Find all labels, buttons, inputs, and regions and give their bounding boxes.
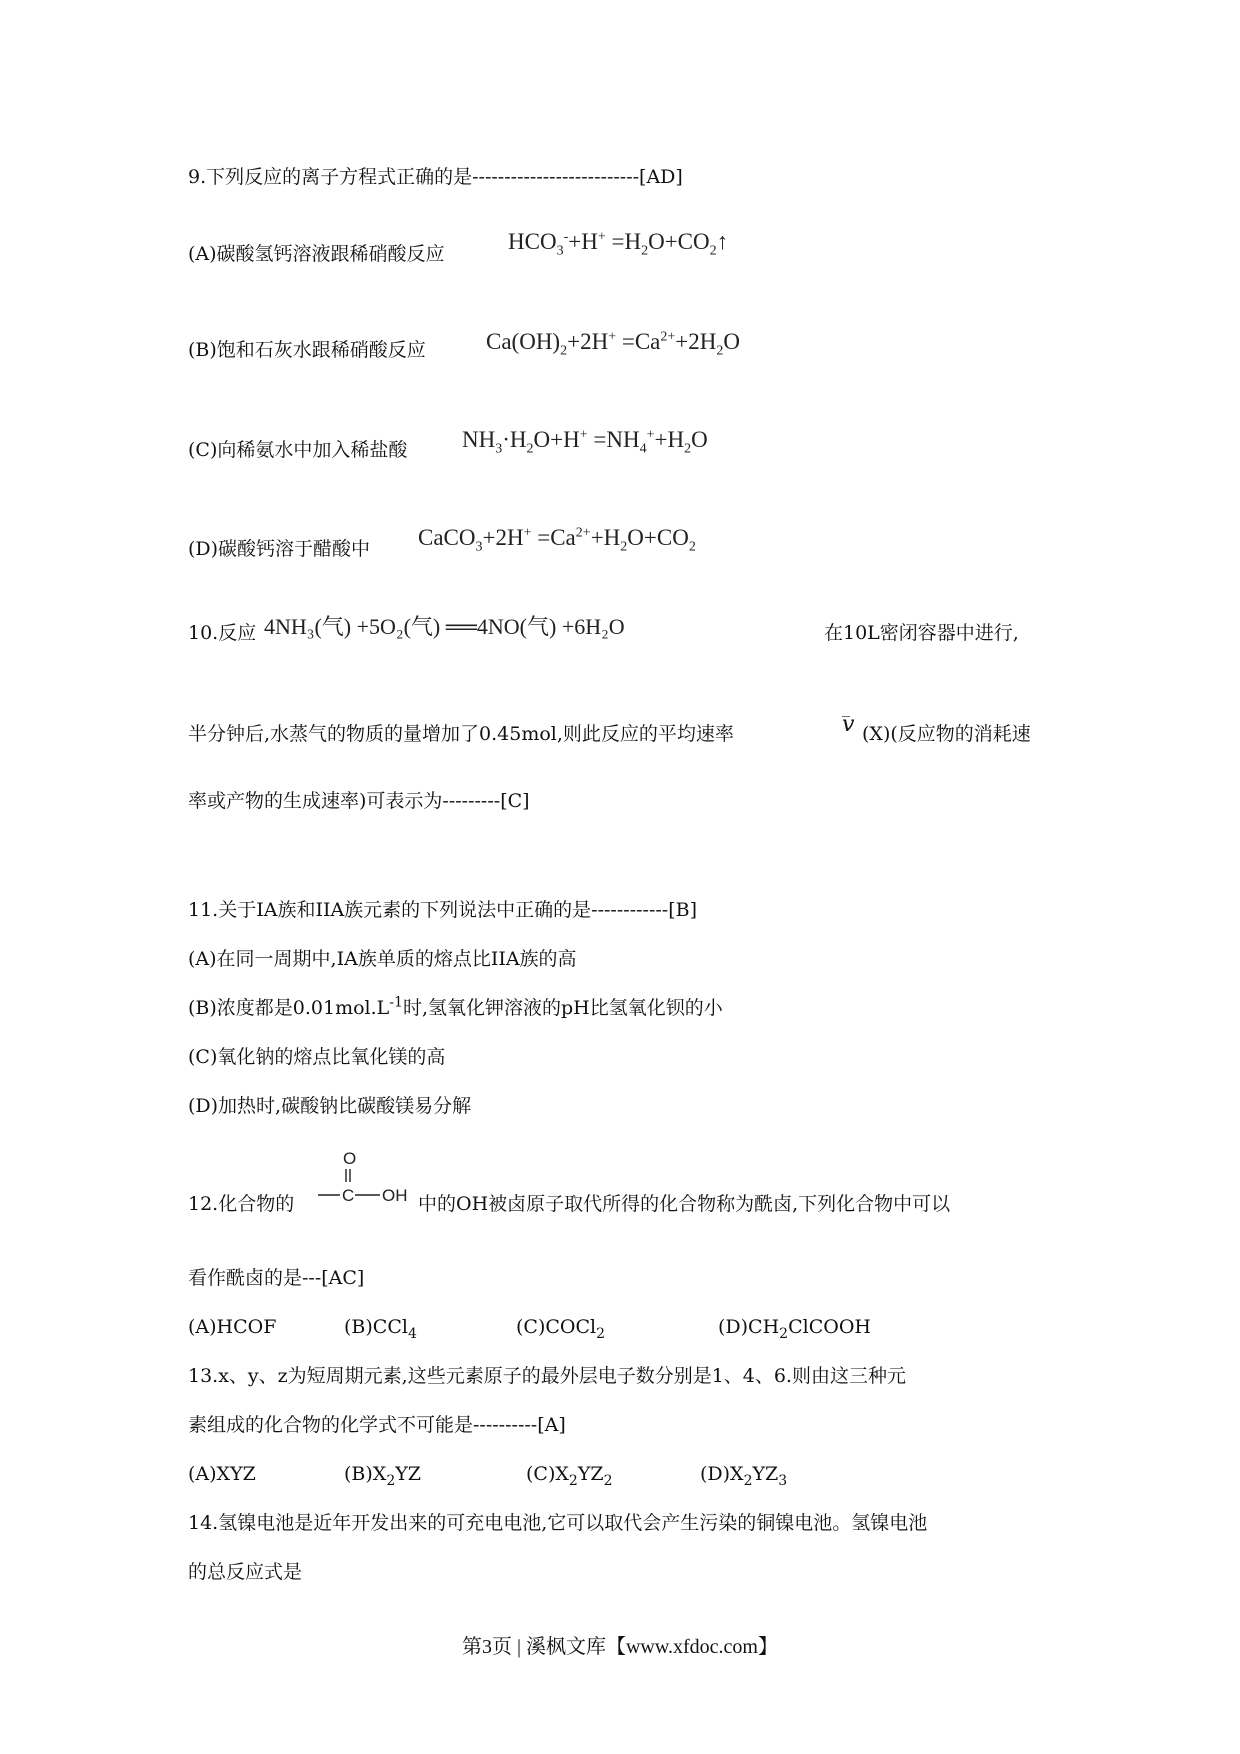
q9-option-b-equation: $Ca(OH)_2+2H^+ =Ca^{2+}+2H_2O$ (486, 329, 740, 359)
q9-option-c-label: (C)向稀氨水中加入稀盐酸 (188, 439, 408, 461)
q9-option-a-equation: $HCO_3^-+H^+$ $=H_2O+CO_2↑$ (508, 229, 729, 259)
q11-option-a: (A)在同一周期中,IA族单质的熔点比IIA族的高 (188, 948, 577, 970)
q9-option-d-label: (D)碳酸钙溶于醋酸中 (188, 538, 371, 560)
q9-option-d-equation: CaCO$_3$+2H+ $=Ca^{2+}+H_2O+CO_2$ (418, 525, 696, 555)
q13-line2: 素组成的化合物的化学式不可能是----------[A] (188, 1414, 566, 1436)
q13-option-d: $(D)X_2YZ_3$ (700, 1463, 788, 1489)
q14-line2: 的总反应式是 (188, 1561, 303, 1583)
q9-stem: 9.下列反应的离子方程式正确的是--------------------------[AD] (188, 166, 683, 188)
q10-v-bar: _ (842, 698, 850, 717)
q13-option-c: $(C)X_2YZ_2$ (526, 1463, 613, 1489)
carboxyl-structure (318, 1148, 418, 1218)
q9-option-c-equation: $NH_3\cdot H_2O+H^+ =NH_4^++H_2O$ (462, 427, 708, 457)
q10-line2a: 半分钟后,水蒸气的物质的量增加了0.45mol,则此反应的平均速率 (188, 723, 734, 745)
q12-option-d: $(D)CH_2ClCOOH$ (718, 1316, 871, 1342)
q11-option-c: (C)氧化钠的熔点比氧化镁的高 (188, 1046, 446, 1068)
q13-line1: 13.x、y、z为短周期元素,这些元素原子的最外层电子数分别是1、4、6.则由这三种元 (188, 1365, 907, 1387)
q10-v-symbol: v (842, 712, 855, 737)
struct-hydroxyl: OH (382, 1186, 408, 1205)
q12-prefix: 12.化合物的 (188, 1193, 295, 1215)
q11-option-b: (B)浓度都是$0.01mol.L^{-1}$时,氢氧化钾溶液的pH比氢氧化钡的小 (188, 994, 723, 1019)
q12-option-b: (B)CCl$_4$ (344, 1316, 417, 1342)
q10-line2b: (X)(反应物的消耗速 (862, 723, 1031, 745)
page-footer: 第3页 | 溪枫文库【www.xfdoc.com】 (461, 1636, 778, 1658)
q12-suffix: 中的OH被卤原子取代所得的化合物称为酰卤,下列化合物中可以 (418, 1193, 951, 1215)
q10-suffix: 在10L密闭容器中进行, (824, 622, 1019, 644)
q10-equation: 4NH₃(气) +5O₂(气) ══4NO(气) +6H₂O (264, 614, 625, 639)
q12-line2: 看作酰卤的是---[AC] (188, 1267, 365, 1289)
q12-option-a: (A)HCOF (188, 1316, 277, 1338)
struct-oxygen: O (343, 1149, 357, 1168)
q11-stem: 11.关于IA族和IIA族元素的下列说法中正确的是------------[B] (188, 899, 698, 921)
q9-option-a-label: (A)碳酸氢钙溶液跟稀硝酸反应 (188, 243, 445, 265)
q10-line3: 率或产物的生成速率)可表示为---------[C] (188, 790, 530, 812)
q13-option-b: $(B)X_2YZ$ (344, 1463, 421, 1489)
q12-option-c: (C)COCl$_2$ (516, 1316, 606, 1342)
struct-carbon: C (342, 1186, 355, 1205)
q10-prefix: 10.反应 (188, 622, 257, 644)
q13-option-a: (A)XYZ (188, 1463, 256, 1485)
q11-option-d: (D)加热时,碳酸钠比碳酸镁易分解 (188, 1095, 472, 1117)
q14-line1: 14.氢镍电池是近年开发出来的可充电电池,它可以取代会产生污染的铜镍电池。氢镍电池 (188, 1512, 928, 1534)
q9-option-b-label: (B)饱和石灰水跟稀硝酸反应 (188, 339, 426, 361)
